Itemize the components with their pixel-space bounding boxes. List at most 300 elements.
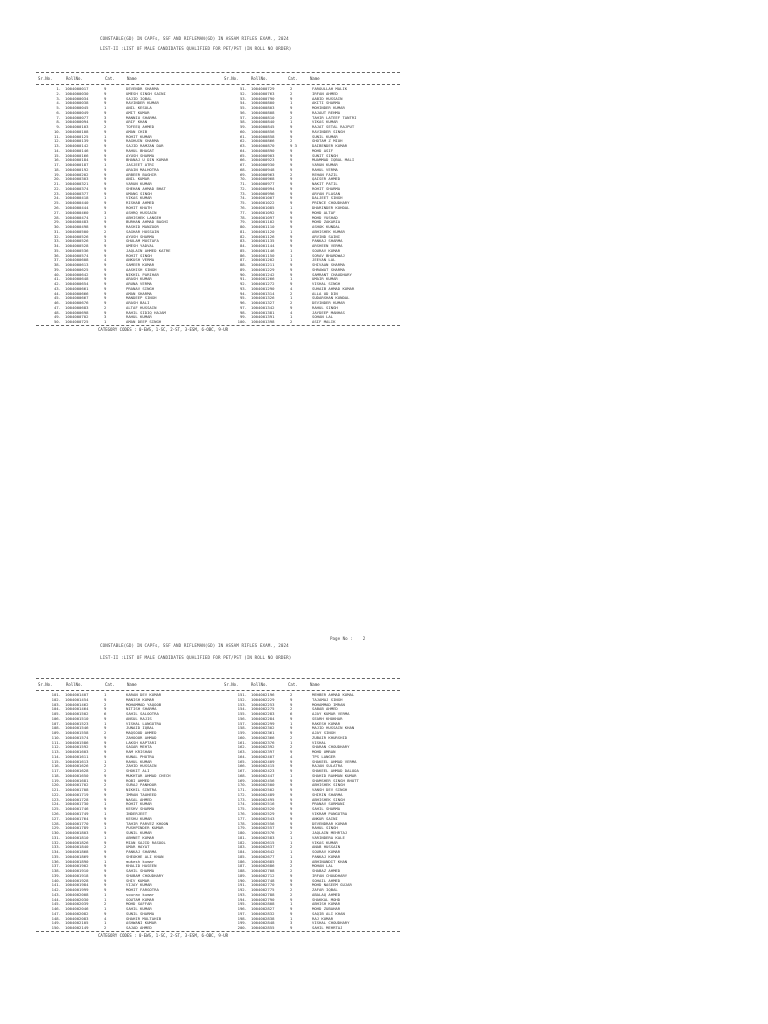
category-cell: 1	[290, 252, 293, 258]
category-cell: 1	[290, 720, 293, 726]
sr-no-cell: 112.	[51, 744, 61, 750]
roll-no-cell: 1004000474	[65, 214, 89, 220]
sr-no-cell: 146.	[51, 906, 61, 912]
category-cell: 1	[290, 901, 293, 907]
category-cell: 9	[290, 701, 293, 707]
candidate-name-cell: DEVENDR SHARMA	[126, 86, 159, 91]
category-cell: 3	[104, 209, 107, 215]
roll-no-cell: 1004002712	[251, 872, 275, 878]
candidate-name-cell: SHIV KUMAR	[126, 877, 150, 883]
sr-no-cell: 8.	[56, 119, 61, 125]
sr-no-cell: 10.	[53, 128, 61, 134]
sr-no-cell: 3.	[56, 95, 61, 101]
page-2	[0, 512, 768, 1024]
category-cell: 9	[104, 152, 107, 158]
roll-no-cell: 1004000977	[251, 181, 275, 187]
sr-no-cell: 142.	[51, 887, 61, 893]
candidate-name-cell: VARINDERA KALE	[312, 834, 345, 840]
candidate-name-cell: VIKAS KUMAR	[312, 119, 338, 125]
roll-no-cell: 1004001611	[65, 753, 89, 759]
sr-no-cell: 41.	[53, 276, 61, 282]
sr-no-cell: 127.	[51, 815, 61, 821]
candidate-name-cell: SHUBAM CHOUDHARY	[126, 872, 164, 878]
roll-no-cell: 1004001746	[65, 806, 89, 812]
sr-no-cell: 25.	[53, 200, 61, 206]
sr-no-cell: 161.	[237, 739, 247, 745]
category-cell: 1	[104, 858, 107, 864]
category-cell: 3	[104, 114, 107, 120]
sr-no-cell: 197.	[237, 910, 247, 916]
candidate-name-cell: ALLA UD DIN	[312, 290, 338, 296]
sr-no-cell: 34.	[53, 243, 61, 249]
sr-no-cell: 14.	[53, 147, 61, 153]
roll-no-cell: 1004002392	[251, 744, 275, 750]
category-cell: 9	[290, 725, 293, 731]
candidate-name-cell: VARUN KUMAR	[312, 162, 338, 168]
roll-no-cell: 1004000103	[65, 124, 89, 130]
category-cell: 9	[104, 815, 107, 821]
roll-no-cell: 1004002583	[251, 834, 275, 840]
sr-no-cell: 153.	[237, 701, 247, 707]
sr-no-cell: 9.	[56, 124, 61, 130]
candidate-name-cell: SHOKIT ALI	[126, 768, 150, 774]
sr-no-cell: 159.	[237, 730, 247, 736]
roll-no-cell: 1004002283	[251, 711, 275, 717]
category-cell: 1	[290, 915, 293, 921]
roll-no-cell: 1004001626	[65, 763, 89, 769]
candidate-name-cell: AMAN CHIB	[126, 128, 148, 134]
category-cell: 9	[290, 128, 293, 134]
category-cell: 9	[290, 763, 293, 769]
candidate-name-cell: RAHIL SIDIQ HAJAM	[126, 309, 166, 315]
candidate-name-cell: AJAY KUMAR VERMA	[312, 711, 350, 717]
sr-no-cell: 39.	[53, 266, 61, 272]
divider	[36, 325, 400, 326]
candidate-name-cell: SAJID RAMZAN DAR	[126, 143, 164, 149]
sr-no-cell: 124.	[51, 801, 61, 807]
roll-no-cell: 1004000698	[65, 309, 89, 315]
category-cell: 1	[104, 896, 107, 902]
category-cell: 2	[104, 925, 107, 931]
roll-no-cell: 1004002447	[251, 772, 275, 778]
roll-no-cell: 1004000903	[251, 152, 275, 158]
candidate-name-cell: MOHAN LAL	[312, 863, 334, 869]
header-rollno-right: RollNo.	[251, 76, 268, 81]
roll-no-cell: 1004000526	[65, 238, 89, 244]
category-cell: 9	[104, 820, 107, 826]
category-cell: 4	[290, 309, 293, 315]
candidate-name-cell: RAHUL VERMA	[312, 166, 338, 172]
sr-no-cell: 5.	[56, 105, 61, 111]
roll-no-cell: 1004002748	[251, 877, 275, 883]
sr-no-cell: 193.	[237, 891, 247, 897]
sr-no-cell: 95.	[239, 295, 247, 301]
candidate-name-cell: GHOTAM Z MIOH	[312, 138, 343, 144]
roll-no-cell: 1004000642	[65, 271, 89, 277]
category-cell: 9	[104, 233, 107, 239]
sr-no-cell: 19.	[53, 171, 61, 177]
sr-no-cell: 168.	[237, 772, 247, 778]
roll-no-cell: 1004001327	[251, 300, 275, 306]
category-codes: CATEGORY CODES : 0-EWS, 1-SC, 2-ST, 3-ESM, 6-OBC, 9-UR	[98, 327, 229, 332]
sr-no-cell: 45.	[53, 295, 61, 301]
category-cell: 9	[104, 100, 107, 106]
sr-no-cell: 169.	[237, 777, 247, 783]
sr-no-cell: 64.	[239, 147, 247, 153]
candidate-name-cell: sourav kumar	[126, 891, 155, 897]
sr-no-cell: 179.	[237, 825, 247, 831]
candidate-name-cell: NIKHIL SINTRA	[126, 787, 157, 793]
sr-no-cell: 167.	[237, 768, 247, 774]
roll-no-cell: 1004001803	[65, 830, 89, 836]
sr-no-cell: 93.	[239, 285, 247, 291]
sr-no-cell: 147.	[51, 910, 61, 916]
candidate-name-cell: VISHAL	[312, 739, 327, 745]
candidate-name-cell: NAKIT PATIL	[312, 181, 338, 187]
roll-no-cell: 1004002557	[251, 825, 275, 831]
category-cell: 9	[290, 152, 293, 158]
roll-no-cell: 1004000202	[65, 171, 89, 177]
header-srno-left: Sr.No.	[38, 682, 53, 687]
candidate-name-cell: IRFAN CHOUDHARY	[312, 872, 348, 878]
roll-no-cell: 1004002229	[251, 696, 275, 702]
category-cell: 9	[290, 105, 293, 111]
roll-no-cell: 1004001546	[65, 725, 89, 731]
sr-no-cell: 145.	[51, 901, 61, 907]
roll-no-cell: 1004000790	[251, 95, 275, 101]
category-cell: 6	[104, 711, 107, 717]
sr-no-cell: 71.	[239, 181, 247, 187]
roll-no-cell: 1004001146	[251, 247, 275, 253]
category-cell: 9 3	[290, 143, 298, 149]
category-cell: 2	[104, 763, 107, 769]
category-cell: 6	[290, 711, 293, 717]
sr-no-cell: 189.	[237, 872, 247, 878]
candidate-name-cell: UMANG SINGH	[126, 190, 152, 196]
sr-no-cell: 13.	[53, 143, 61, 149]
sr-no-cell: 198.	[237, 915, 247, 921]
roll-no-cell: 1004002376	[251, 739, 275, 745]
sr-no-cell: 86.	[239, 252, 247, 258]
candidate-name-cell: SAMRANT CHAUDHARY	[312, 271, 352, 277]
sr-no-cell: 138.	[51, 868, 61, 874]
candidate-name-cell: TAHIR PARVEZ KHOON	[126, 820, 169, 826]
category-cell: 1	[290, 772, 293, 778]
roll-no-cell: 1004002407	[251, 753, 275, 759]
roll-no-cell: 1004001126	[251, 233, 275, 239]
candidate-name-cell: SABAB AHMED	[312, 706, 338, 712]
roll-no-cell: 1004002615	[251, 839, 275, 845]
sr-no-cell: 172.	[237, 791, 247, 797]
sr-no-cell: 48.	[53, 309, 61, 315]
sr-no-cell: 52.	[239, 90, 247, 96]
roll-no-cell: 1004001702	[65, 782, 89, 788]
category-cell: 9	[104, 309, 107, 315]
sr-no-cell: 136.	[51, 858, 61, 864]
category-cell: 1	[104, 105, 107, 111]
candidate-name-cell: JEEVAN LAL	[312, 257, 336, 263]
sr-no-cell: 191.	[237, 882, 247, 888]
roll-no-cell: 1004002366	[251, 734, 275, 740]
candidate-name-cell: KARAN DEV KUMAR	[126, 692, 162, 697]
category-cell: 9	[104, 777, 107, 783]
sr-no-cell: 150.	[51, 925, 61, 931]
candidate-name-cell: ANKUSH VERMA	[126, 257, 155, 263]
candidate-name-cell: ARASH BALI	[126, 300, 150, 306]
candidate-name-cell: LAKSH KAPTARI	[126, 739, 157, 745]
category-cell: 9	[104, 849, 107, 855]
sr-no-cell: 31.	[53, 228, 61, 234]
candidate-name-cell: MUKHTAR AHMAD CHECH	[126, 772, 171, 778]
category-cell: 2	[290, 744, 293, 750]
category-cell: 2	[290, 692, 293, 697]
candidate-name-cell: ARASH KUMAR	[126, 276, 152, 282]
sr-no-cell: 102.	[51, 696, 61, 702]
sr-no-cell: 81.	[239, 228, 247, 234]
sr-no-cell: 157.	[237, 720, 247, 726]
candidate-name-cell: SHAKEEL AHMAD DALOOA	[312, 768, 359, 774]
sr-no-cell: 178.	[237, 820, 247, 826]
header-rollno-left: RollNo.	[66, 76, 83, 81]
sr-no-cell: 68.	[239, 166, 247, 172]
roll-no-cell: 1004002543	[251, 815, 275, 821]
candidate-name-cell: MOHD ASIF	[312, 147, 334, 153]
category-cell: 9	[104, 190, 107, 196]
category-cell: 9	[290, 872, 293, 878]
sr-no-cell: 51.	[239, 86, 247, 91]
category-cell: 3	[104, 238, 107, 244]
header-cat-right: Cat.	[288, 682, 298, 687]
category-cell: 9	[104, 753, 107, 759]
candidate-name-cell: TAJAMAJ SINGH	[312, 696, 343, 702]
roll-no-cell: 1004000994	[251, 185, 275, 191]
sr-no-cell: 131.	[51, 834, 61, 840]
sr-no-cell: 199.	[237, 920, 247, 926]
roll-no-cell: 1004002196	[251, 692, 275, 697]
candidate-name-cell: INDERJEET	[126, 811, 148, 816]
roll-no-cell: 1004002030	[65, 896, 89, 902]
category-cell: 2	[104, 228, 107, 234]
category-cell: 9	[290, 801, 293, 807]
exam-title: CONSTABLE(GD) IN CAPFs, SSF AND RIFLEMAN(GD) IN ASSAM RIFLES EXAM., 2024	[100, 36, 289, 41]
roll-no-cell: 1004000729	[251, 86, 275, 91]
candidate-name-cell: RAJAT SETAL RAJPUT	[312, 124, 355, 130]
roll-no-cell: 1004001523	[65, 720, 89, 726]
roll-no-cell: 1004000858	[251, 133, 275, 139]
sr-no-cell: 87.	[239, 257, 247, 263]
roll-no-cell: 1004002299	[251, 720, 275, 726]
sr-no-cell: 65.	[239, 152, 247, 158]
roll-no-cell: 1004002046	[65, 906, 89, 912]
category-cell: 2	[290, 319, 293, 325]
category-cell: 4	[290, 753, 293, 759]
category-cell: 9	[290, 219, 293, 225]
category-cell: 9	[290, 730, 293, 736]
category-cell: 2	[104, 844, 107, 850]
sr-no-cell: 185.	[237, 853, 247, 859]
candidate-name-cell: JUNAID IQBAL	[126, 725, 155, 731]
sr-no-cell: 76.	[239, 205, 247, 210]
candidate-name-cell: RISHAB AHMED	[126, 200, 155, 206]
sr-no-cell: 116.	[51, 763, 61, 769]
sr-no-cell: 73.	[239, 190, 247, 196]
roll-no-cell: 1004000702	[65, 314, 89, 320]
candidate-name-cell: ROHIT KHATH	[126, 205, 152, 210]
sr-no-cell: 188.	[237, 868, 247, 874]
sr-no-cell: 42.	[53, 281, 61, 287]
roll-no-cell: 1004001681	[65, 777, 89, 783]
candidate-name-cell: BHANAJ U DIN KUMAR	[126, 157, 169, 163]
sr-no-cell: 165.	[237, 758, 247, 764]
category-cell: 2	[290, 86, 293, 91]
candidate-name-cell: SHAKEEL AHMAD VERMA	[312, 758, 357, 764]
sr-no-cell: 85.	[239, 247, 247, 253]
category-cell: 9	[104, 715, 107, 721]
sr-no-cell: 134.	[51, 849, 61, 855]
candidate-name-cell: ABHISHEK SINGH	[312, 782, 345, 788]
roll-no-cell: 1004000030	[65, 90, 89, 96]
category-cell: 2	[290, 863, 293, 869]
sr-no-cell: 160.	[237, 734, 247, 740]
candidate-name-cell: SAHIL SHARMA	[126, 868, 155, 874]
sr-no-cell: 101.	[51, 692, 61, 697]
candidate-name-cell: ABHISH KUMAR	[312, 901, 341, 907]
candidate-name-cell: ABHISHEK LANGEH	[126, 214, 162, 220]
category-cell: 1	[290, 119, 293, 125]
sr-no-cell: 43.	[53, 285, 61, 291]
candidate-name-cell: AKITI SHARMA	[312, 100, 341, 106]
sr-no-cell: 62.	[239, 138, 247, 144]
category-cell: 9	[290, 906, 293, 912]
category-cell: 9	[104, 787, 107, 793]
candidate-name-cell: PRANAV SINGH	[126, 285, 155, 291]
header-cat-left: Cat.	[105, 76, 115, 81]
category-codes: CATEGORY CODES : 0-EWS, 1-SC, 2-ST, 3-ESM, 6-OBC, 9-UR	[98, 933, 229, 938]
roll-no-cell: 1004000038	[65, 100, 89, 106]
candidate-name-cell: PRINCE CHOUDHARY	[312, 200, 350, 206]
category-cell: 9	[104, 877, 107, 883]
candidate-name-cell: AASHISH SINGH	[126, 266, 157, 272]
candidate-name-cell: SAGAR MEHTA	[126, 744, 152, 750]
candidate-name-cell: NITISH SHARMA	[126, 706, 157, 712]
candidate-name-cell: DEVINDER KUMAR	[312, 300, 345, 306]
roll-no-cell: 1004000810	[251, 114, 275, 120]
sr-no-cell: 55.	[239, 105, 247, 111]
roll-no-cell: 1004000676	[65, 300, 89, 306]
candidate-name-cell: RAJ KUMAR	[312, 915, 334, 921]
roll-no-cell: 1004002708	[251, 868, 275, 874]
sr-no-cell: 171.	[237, 787, 247, 793]
candidate-name-cell: ARVIND SAINI	[312, 233, 341, 239]
category-cell: 9	[104, 262, 107, 268]
candidate-name-cell: ZAFAR IQBAL	[312, 887, 338, 893]
sr-no-cell: 37.	[53, 257, 61, 263]
roll-no-cell: 1004001211	[251, 262, 275, 268]
candidate-name-cell: SHABAZ AHMED	[312, 868, 341, 874]
roll-no-cell: 1004001574	[65, 734, 89, 740]
roll-no-cell: 1004000683	[65, 304, 89, 310]
category-cell: 9	[104, 266, 107, 272]
category-cell: 9	[290, 185, 293, 191]
category-cell: 9	[104, 128, 107, 134]
category-cell: 1	[104, 801, 107, 807]
sr-no-cell: 129.	[51, 825, 61, 831]
candidate-name-cell: JAQLAIN MEHRTAJ	[312, 830, 348, 836]
category-cell: 2	[104, 124, 107, 130]
roll-no-cell: 1004002409	[251, 758, 275, 764]
sr-no-cell: 110.	[51, 734, 61, 740]
candidate-name-cell: MOHD ALTAF	[312, 209, 336, 215]
category-cell: 9	[104, 171, 107, 177]
roll-no-cell: 1004001229	[251, 266, 275, 272]
candidate-name-cell: SUHAIB AHMAD KUMAR	[312, 285, 355, 291]
candidate-name-cell: SHAKKAL MOHD	[312, 896, 341, 902]
candidate-name-cell: VIKAS KUMAR	[126, 195, 152, 201]
category-cell: 9	[290, 896, 293, 902]
candidate-name-cell: KUNAL PHOTRA	[126, 753, 155, 759]
category-cell: 9	[104, 247, 107, 253]
category-cell: 9	[290, 124, 293, 130]
sr-no-cell: 32.	[53, 233, 61, 239]
sr-no-cell: 92.	[239, 281, 247, 287]
candidate-name-cell: RAJAUT REHMA	[312, 109, 341, 115]
category-cell: 9	[104, 868, 107, 874]
roll-no-cell: 1004000528	[65, 243, 89, 249]
roll-no-cell: 1004001810	[65, 834, 89, 840]
candidate-name-cell: UMAR HAYAT	[126, 844, 150, 850]
candidate-name-cell: ABALAQ AHMED	[312, 891, 341, 897]
category-cell: 9	[290, 195, 293, 201]
category-cell: 2	[104, 730, 107, 736]
category-cell: 9	[290, 910, 293, 916]
sr-no-cell: 133.	[51, 844, 61, 850]
candidate-name-cell: SORAV BHARDWAJ	[312, 252, 345, 258]
candidate-name-cell: GHAHIR MULTAHIB	[126, 915, 162, 921]
sr-no-cell: 181.	[237, 834, 247, 840]
candidate-name-cell: VISHAL CHOUDHARY	[312, 920, 350, 926]
category-cell: 9	[290, 176, 293, 182]
roll-no-cell: 1004002456	[251, 777, 275, 783]
candidate-name-cell: ZUBAIR KHURSHID	[312, 734, 348, 740]
sr-no-cell: 170.	[237, 782, 247, 788]
sr-no-cell: 130.	[51, 830, 61, 836]
roll-no-cell: 1004002082	[65, 910, 89, 916]
roll-no-cell: 1004000094	[65, 119, 89, 125]
candidate-name-cell: VIJAY KUMAR	[126, 882, 152, 888]
roll-no-cell: 1004001719	[65, 791, 89, 797]
sr-no-cell: 60.	[239, 128, 247, 134]
candidate-name-cell: DALJEET SINGH	[312, 195, 343, 201]
candidate-name-cell: GHULAM MUSTAFA	[126, 238, 159, 244]
sr-no-cell: 120.	[51, 782, 61, 788]
category-cell: 9	[104, 706, 107, 712]
sr-no-cell: 84.	[239, 243, 247, 249]
candidate-name-cell: RAVINDER SINGH	[312, 128, 345, 134]
divider	[36, 84, 400, 85]
candidate-name-cell: ANIL KESOLA	[126, 105, 152, 111]
candidate-name-cell: DAIBENDER KUMAR	[312, 143, 348, 149]
roll-no-cell: 1004000108	[65, 128, 89, 134]
roll-no-cell: 1004001398	[251, 319, 275, 325]
roll-no-cell: 1004000536	[65, 247, 89, 253]
sr-no-cell: 20.	[53, 176, 61, 182]
sr-no-cell: 182.	[237, 839, 247, 845]
category-cell: 2	[290, 114, 293, 120]
roll-no-cell: 1004001242	[251, 271, 275, 277]
roll-no-cell: 1004000870	[251, 143, 275, 149]
candidate-name-cell: SUNIL KUMAR	[126, 830, 152, 836]
roll-no-cell: 1004002361	[251, 730, 275, 736]
